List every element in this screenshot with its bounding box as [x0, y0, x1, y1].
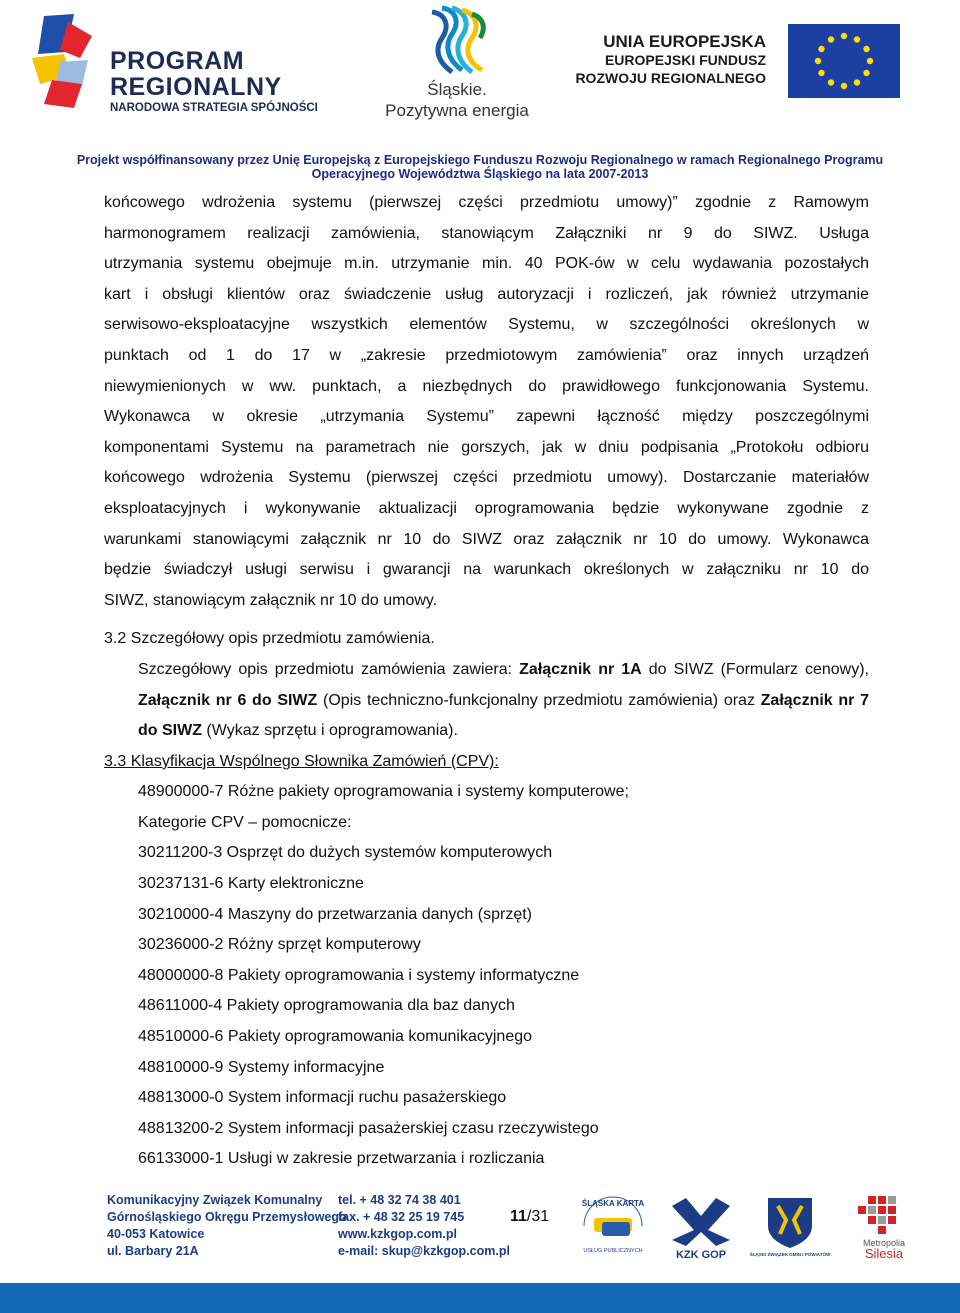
slaskie-name: Śląskie. — [427, 80, 487, 99]
eu-flag-icon — [788, 24, 900, 98]
kzk-text: KZK GOP — [675, 1249, 727, 1261]
website-link[interactable]: www.kzkgop.com.pl — [338, 1227, 457, 1241]
szgp-logo — [749, 1194, 831, 1260]
section-3-2-heading: 3.2 Szczegółowy opis przedmiotu zamówienia. — [104, 630, 435, 648]
program-regionalny-logo — [30, 14, 330, 114]
cpv-item: 48510000-6 Pakiety oprogramowania komunikacyjnego — [138, 1028, 533, 1046]
paragraph-service — [104, 188, 869, 616]
cpv-item: 48813200-2 System informacji pasażerskiej czasu rzeczywistego — [138, 1119, 599, 1137]
org-name-line1: Komunikacyjny Związek Komunalny — [107, 1193, 323, 1207]
document-body — [104, 188, 869, 1175]
eu-fund-line1: EUROPEJSKI FUNDUSZ — [604, 52, 766, 68]
program-regionalny-mark-icon — [30, 14, 110, 109]
cpv-item: 66133000-1 Usługi w zakresie przetwarzania i rozliczania — [138, 1150, 545, 1168]
para-line: eksploatacyjnych i wykonywanie aktualizacji oprogramowania będzie wykonywane zgodnie z — [104, 499, 869, 517]
fax: fax. + 48 32 25 19 745 — [338, 1210, 465, 1224]
slaska-karta-logo — [578, 1192, 648, 1256]
text-run: do SIWZ (Formularz cenowy), — [641, 660, 870, 678]
program-title-line2: REGIONALNY — [110, 73, 282, 101]
cpv-item: 30211200-3 Osprzęt do dużych systemów komputerowych — [138, 844, 553, 862]
footer-blue-bar — [0, 1283, 960, 1313]
program-subtitle: NARODOWA STRATEGIA SPÓJNOŚCI — [110, 102, 318, 114]
text-run: (Opis techniczno-funkcjonalny przedmiotu zamówienia) oraz — [317, 691, 761, 709]
cpv-item: 30210000-4 Maszyny do przetwarzania danych (sprzęt) — [138, 905, 532, 923]
para-line: harmonogramem realizacji zamówienia, stanowiącym Załączniki nr 9 do SIWZ. Usługa — [104, 224, 869, 242]
eu-fund-line2: ROZWOJU REGIONALNEGO — [575, 70, 766, 86]
metro-text-2: Silesia — [864, 1246, 904, 1261]
para-line: punktach od 1 do 17 w „zakresie przedmiotowym zamówienia” oraz innych urządzeń — [104, 346, 869, 364]
attachment-7-ref: Załącznik nr 7 do SIWZ — [138, 691, 870, 740]
page-total: /31 — [526, 1208, 550, 1225]
section-3-2-text — [104, 655, 869, 747]
slaskie-wave-icon — [412, 4, 492, 76]
cpv-item: Kategorie CPV – pomocnicze: — [138, 813, 352, 831]
cpv-item: 48813000-0 System informacji ruchu pasażerskiego — [138, 1089, 507, 1107]
attachment-1a-ref: Załącznik nr 1A — [519, 660, 642, 678]
cpv-item: 48000000-8 Pakiety oprogramowania i systemy informatyczne — [138, 966, 580, 984]
phone: tel. + 48 32 74 38 401 — [338, 1193, 461, 1207]
para-line: serwisowo-eksploatacyjne wszystkich elementów Systemu, w szczególności określonych w — [104, 316, 869, 334]
page-footer — [0, 1188, 960, 1313]
project-note-line2: Operacyjnego Województwa Śląskiego na lata 2007-2013 — [311, 167, 649, 181]
metropolia-silesia-logo — [848, 1194, 920, 1260]
org-street: ul. Barbary 21A — [107, 1244, 199, 1258]
email-link[interactable]: e-mail: skup@kzkgop.com.pl — [338, 1244, 510, 1258]
attachment-6-ref: Załącznik nr 6 do SIWZ — [138, 691, 318, 709]
cpv-item: 48900000-7 Różne pakiety oprogramowania i systemy komputerowe; — [138, 783, 629, 801]
cpv-item: 30237131-6 Karty elektroniczne — [138, 875, 364, 893]
para-line: SIWZ, stanowiącym załącznik nr 10 do umowy. — [104, 591, 438, 609]
footer-address — [107, 1192, 347, 1260]
org-name-line2: Górnośląskiego Okręgu Przemysłowego — [107, 1210, 347, 1224]
eu-title: UNIA EUROPEJSKA — [603, 32, 766, 51]
cpv-item: 30236000-2 Różny sprzęt komputerowy — [138, 936, 421, 954]
kzk-gop-logo — [668, 1196, 734, 1260]
cpv-list — [104, 777, 869, 1175]
org-city: 40-053 Katowice — [107, 1227, 205, 1241]
slaskie-slogan: Pozytywna energia — [385, 101, 529, 120]
card-text: ŚLĄSKA KARTA — [581, 1199, 645, 1208]
szgp-text: ŚLĄSKI ZWIĄZEK GMIN I POWIATÓW — [749, 1252, 831, 1257]
para-line: Wykonawca w okresie „utrzymania Systemu” zapewni łączność między poszczególnymi — [104, 408, 869, 426]
section-3-3-heading: 3.3 Klasyfikacja Wspólnego Słownika Zamówień (CPV): — [104, 752, 499, 770]
eu-logo — [575, 24, 938, 104]
metro-text-1: Metropolia — [862, 1238, 906, 1248]
para-line: niewymienionych w ww. punktach, a niezbędnych do prawidłowego funkcjonowania Systemu. — [104, 377, 869, 395]
para-line: końcowego wdrożenia Systemu (pierwszej części przedmiotu umowy). Dostarczanie materiałów — [104, 469, 869, 487]
para-line: końcowego wdrożenia systemu (pierwszej części przedmiotu umowy)” zgodnie z Ramowym — [104, 194, 869, 211]
para-line: warunkami stanowiącymi załącznik nr 10 do SIWZ oraz załącznik nr 10 do umowy. Wykonawca — [104, 530, 869, 548]
text-run: (Wykaz sprzętu i oprogramowania). — [201, 722, 458, 740]
page-number — [510, 1208, 549, 1226]
card-sub: USŁUG PUBLICZNYCH — [583, 1248, 643, 1254]
program-title-line1: PROGRAM — [110, 47, 245, 75]
project-note-line1: Projekt współfinansowany przez Unię Europejską z Europejskiego Funduszu Rozwoju Regionalnego w ramach Regionalnego Programu — [76, 153, 884, 167]
cpv-item: 48611000-4 Pakiety oprogramowania dla baz danych — [138, 997, 515, 1015]
text-run: Szczegółowy opis przedmiotu zamówienia zawiera: — [138, 660, 520, 678]
para-line: komponentami Systemu na parametrach nie gorszych, jak w dniu podpisania „Protokołu odbioru — [104, 438, 869, 456]
cpv-item: 48810000-9 Systemy informacyjne — [138, 1058, 385, 1076]
slaskie-logo — [372, 4, 542, 124]
footer-contact — [338, 1192, 510, 1260]
page-header — [0, 0, 960, 185]
para-line: utrzymania systemu obejmuje m.in. utrzymanie min. 40 POK-ów w celu wydawania pozostałych — [104, 255, 869, 273]
page-current: 11 — [510, 1208, 527, 1225]
para-line: będzie świadczył usługi serwisu i gwarancji na warunkach określonych w załączniku nr 10 do — [104, 561, 869, 579]
para-line: kart i obsługi klientów oraz świadczenie usług autoryzacji i rozliczeń, jak również utrzymanie — [104, 285, 869, 303]
